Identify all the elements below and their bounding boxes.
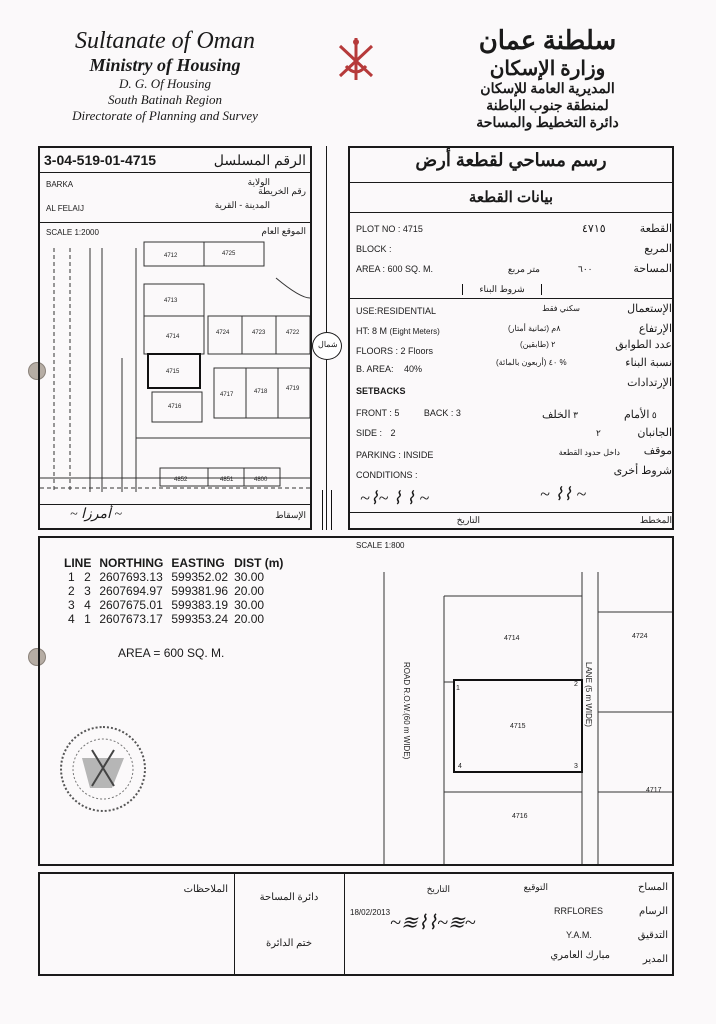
footer-date-value: 18/02/2013 [350,908,391,917]
key-plot-4723: 4723 [252,330,266,336]
wilaya-value: BARKA [46,180,74,189]
date-signature: ~ ⌇⌇ ~ [540,484,587,504]
wilaya-label: الولاية [247,177,270,187]
use-ar-value: سكني فقط [542,304,580,313]
side-ar-value: ٢ [596,428,601,438]
floors-row [356,346,433,356]
floors-ar-note: (طابقين) [520,340,549,349]
en-title: Sultanate of Oman [75,28,255,54]
header-northing: NORTHING [99,556,164,570]
floors-label: FLOORS : [356,346,399,356]
north-label: شمال [318,340,338,349]
ar-dg: المديرية العامة للإسكان [480,82,615,97]
plot-data-title: بيانات القطعة [468,189,554,206]
barea-ar-value: ٤٠ % [548,358,567,367]
area-row [356,264,433,274]
key-plot-4719: 4719 [286,386,300,392]
signature-label: التوقيع [523,882,548,892]
header-easting: EASTING [171,556,225,570]
key-plan-map [40,238,310,502]
detail-plot-4714: 4714 [504,635,520,642]
key-plot-4715: 4715 [166,369,180,375]
coordinate-table [64,556,291,626]
back-ar-value: ٣ [573,410,578,420]
setbacks-ar-label: الإرتدادات [627,377,672,389]
director-label: المدير [642,954,668,965]
row-to: 4 [84,598,91,612]
ar-directorate: دائرة التخطيط والمساحة [476,116,619,131]
key-plot-4722: 4722 [286,330,300,336]
plot-no-label: PLOT NO : [356,224,401,234]
row-northing: 2607694.97 [99,584,163,598]
key-plot-4712: 4712 [164,253,178,259]
key-plot-4852: 4852 [174,477,188,483]
serial-number: 3-04-519-01-4715 [44,152,157,168]
general-location-label: الموقع العام [261,226,306,236]
official-stamp [60,726,146,812]
footer-signature: ~≋⌇⌇~≋~ [390,912,476,934]
use-ar-label: الإستعمال [627,303,672,315]
detail-plan-map [360,552,672,864]
key-plot-4725: 4725 [222,251,236,257]
row-northing: 2607675.01 [99,598,163,612]
plot-no-value: 4715 [402,224,423,234]
serial-label: الرقم المسلسل [213,152,306,168]
planner-signature: ~⌇~ ⌇ ⌇ ~ [360,488,430,508]
corner-2: 2 [574,681,578,688]
table-row [64,598,291,612]
parking-ar-label: موقف [643,445,672,457]
side-value: 2 [390,428,396,438]
projection-label: الإسقاط [275,510,306,520]
ht-ar-value: ٨م [551,324,561,333]
area-ar-value: ٦٠٠ [578,264,593,274]
checker-value: Y.A.M. [566,930,592,940]
conditions-label: CONDITIONS : [356,470,418,480]
ht-ar-label: الإرتفاع [638,323,672,335]
row-easting: 599383.19 [171,598,229,612]
floors-ar-label: عدد الطوابق [615,339,672,351]
key-plot-4716: 4716 [168,404,182,410]
row-easting: 599353.24 [171,612,229,626]
floors-ar-row [520,340,555,349]
back-ar-row [530,408,578,421]
notes-label: الملاحظات [183,884,228,895]
table-row [64,612,291,626]
side-row [356,428,396,438]
row-from: 3 [68,598,75,612]
emblem [328,32,384,88]
front-label: FRONT : [356,408,392,418]
area-total: AREA = 600 SQ. M. [118,646,225,660]
barea-label: B. AREA: [356,364,394,374]
back-label: BACK : [423,408,454,418]
side-label: SIDE : [356,428,383,438]
key-plot-4717: 4717 [220,392,234,398]
dept-stamp: ختم الدائرة [265,938,313,949]
row-dist: 20.00 [234,584,265,598]
plot-no-ar-value: ٤٧١٥ [582,223,606,235]
coordinate-header [64,556,291,570]
barea-ar-label: نسبة البناء [625,357,672,369]
key-plot-4851: 4851 [220,477,234,483]
floors-value: 2 Floors [400,346,434,356]
back-value: 3 [455,408,461,418]
plot-no-row [356,224,423,234]
key-plot-4714: 4714 [166,334,180,340]
corner-4: 4 [458,763,462,770]
ht-row [356,326,440,336]
row-northing: 2607693.13 [99,570,163,584]
row-dist: 20.00 [234,612,265,626]
en-ministry: Ministry of Housing [89,55,241,75]
area-ar-unit: متر مربع [507,264,540,274]
corner-3: 3 [574,763,578,770]
detail-plot-4716: 4716 [512,813,528,820]
barea-ar-row [496,358,567,367]
header-dist: DIST (m) [234,556,284,570]
checker-label: التدقيق [637,930,668,941]
front-value: 5 [394,408,400,418]
town-label: المدينة - القرية [214,200,270,210]
key-plot-4718: 4718 [254,389,268,395]
block-ar-label: المربع [644,243,672,255]
use-value: RESIDENTIAL [377,306,437,316]
row-easting: 599352.02 [171,570,229,584]
row-to: 2 [84,570,91,584]
ht-ar-row [508,324,561,333]
row-dist: 30.00 [234,598,265,612]
corner-1: 1 [456,685,460,692]
front-ar-label: الأمام [624,409,650,421]
key-plot-4713: 4713 [164,298,178,304]
footer-date-label: التاريخ [426,884,450,894]
detail-plot-4717: 4717 [646,787,662,794]
conditions-ar-label: شروط أخرى [613,465,672,477]
ht-ar-note: (ثمانية أمتار) [508,324,550,333]
ar-title: سلطنة عمان [478,26,617,55]
floors-ar-value: ٢ [551,340,556,349]
north-arrow-shaft [322,490,332,530]
front-back-row [356,408,461,418]
back-ar-label: الخلف [542,409,571,421]
detail-plot-4724: 4724 [632,633,648,640]
plot-sketch-title: رسم مساحي لقطعة أرض [415,150,607,170]
parking-row [356,450,433,460]
ht-note: (Eight Meters) [389,327,440,336]
area-value: 600 SQ. M. [387,264,434,274]
header-english [40,28,290,124]
use-label: USE: [356,306,378,316]
en-directorate: Directorate of Planning and Survey [72,108,258,123]
table-row [64,570,291,584]
plot-no-ar-label: القطعة [639,223,672,235]
building-conditions-title: شروط البناء [462,284,542,295]
row-easting: 599381.96 [171,584,229,598]
barea-row [356,364,422,374]
row-from: 2 [68,584,75,598]
header-line: LINE [64,556,92,570]
scale-800: SCALE 1:800 [356,541,405,550]
date-label-upper: التاريخ [456,515,480,525]
barea-ar-note: (أربعون بالمائة) [496,358,547,367]
setbacks-label: SETBACKS [356,386,406,396]
drawer-label: الرسام [639,906,668,917]
en-region: South Batinah Region [107,92,223,107]
ht-value: 8 M [372,326,388,336]
area-label: AREA : [356,264,386,274]
row-from: 4 [68,612,75,626]
parking-label: PARKING : [356,450,401,460]
detail-plot-4715: 4715 [510,723,526,730]
handwritten-note: ~ أمرزا ~ [70,507,122,522]
parking-value: INSIDE [403,450,434,460]
scale-2000: SCALE 1:2000 [46,228,99,237]
lane-label: LANE (5 m WIDE) [584,662,593,727]
area-ar-label: المساحة [633,263,672,275]
front-ar-row [612,408,657,421]
planner-label: المخطط [639,515,672,525]
row-northing: 2607673.17 [99,612,163,626]
table-row [64,584,291,598]
block-label: BLOCK : [356,244,392,254]
drawer-value: RRFLORES [554,906,604,916]
front-ar-value: ٥ [651,410,657,420]
en-dg: D. G. Of Housing [118,76,212,91]
row-dist: 30.00 [234,570,265,584]
row-to: 1 [84,612,91,626]
director-value: مبارك العامري [550,950,610,961]
row-from: 1 [68,570,75,584]
ar-ministry: وزارة الإسكان [489,58,606,80]
ar-region: لمنطقة جنوب الباطنة [486,99,609,114]
key-plot-4800: 4800 [254,477,268,483]
side-ar-label: الجانبان [637,427,672,439]
header-arabic [420,26,675,132]
use-row [356,306,436,316]
row-to: 3 [84,584,91,598]
barea-value: 40% [404,364,423,374]
surveyor-label: المساح [637,882,668,893]
survey-dept: دائرة المساحة [259,892,319,903]
town-value: AL FELAIJ [46,204,84,213]
parking-ar-value: داخل حدود القطعة [558,448,620,457]
key-plot-4724: 4724 [216,330,230,336]
road-label: ROAD R.O.W.(60 m WIDE) [402,662,411,760]
map-no-label: رقم الخريطة [258,186,306,196]
ht-label: HT: [356,326,370,336]
